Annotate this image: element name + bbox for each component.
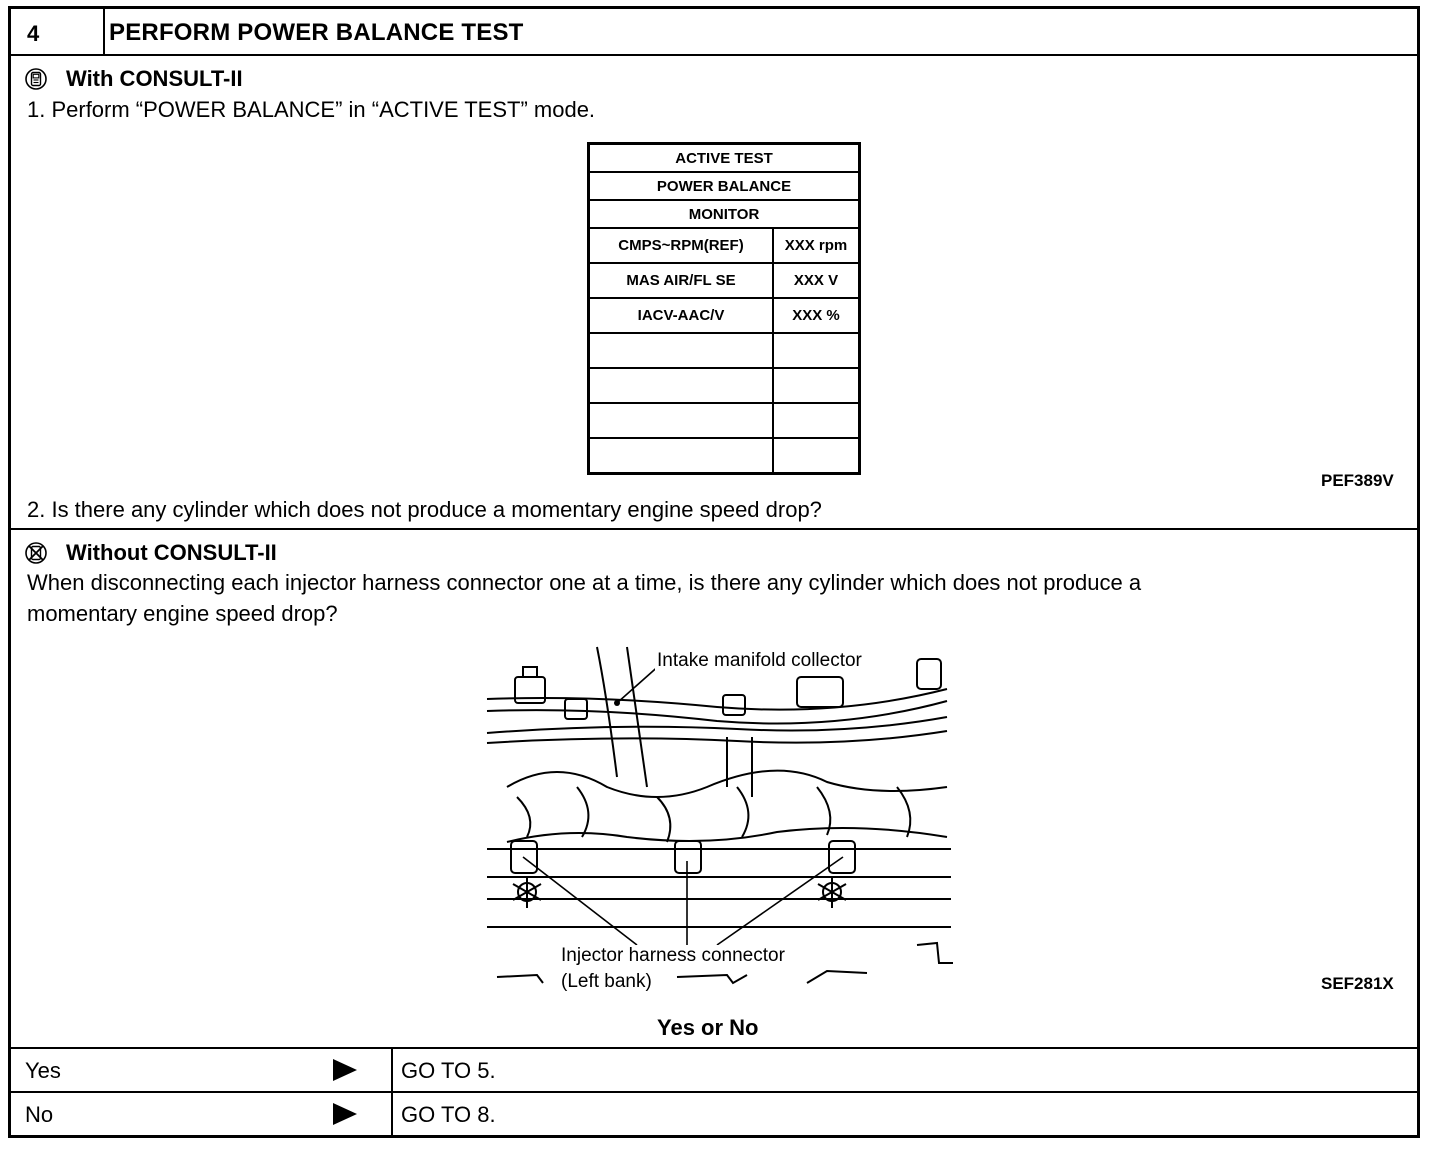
- leader-dot: [614, 700, 620, 706]
- monitor-item: MAS AIR/FL SE: [589, 263, 774, 298]
- table-row: [589, 228, 860, 263]
- engine-injector-illustration: [477, 637, 961, 987]
- monitor-value: XXX rpm: [773, 228, 860, 263]
- with-consult-heading: With CONSULT-II: [66, 66, 243, 91]
- arrow-right-icon: [333, 1103, 357, 1125]
- answer-divider: [391, 1049, 393, 1091]
- arrow-right-icon: [333, 1059, 357, 1081]
- monitor-item: [589, 438, 774, 474]
- table-row: [589, 333, 860, 368]
- power-balance-subtitle: POWER BALANCE: [589, 172, 860, 200]
- header-divider: [103, 9, 105, 54]
- step-number: 4: [27, 21, 40, 46]
- monitor-value: [773, 403, 860, 438]
- label-left-bank: (Left bank): [561, 971, 652, 992]
- label-intake-manifold-collector: Intake manifold collector: [657, 650, 862, 671]
- label-injector-harness-connector: Injector harness connector: [561, 945, 785, 966]
- figure-code-pef389v: PEF389V: [1321, 471, 1394, 490]
- section-rule: [11, 528, 1417, 530]
- monitor-item: [589, 403, 774, 438]
- monitor-value: XXX V: [773, 263, 860, 298]
- answer-no-action: GO TO 8.: [401, 1102, 496, 1127]
- without-consult-heading: Without CONSULT-II: [66, 540, 277, 565]
- step2-text: 2. Is there any cylinder which does not produce a momentary engine speed drop?: [27, 497, 822, 522]
- answer-yes-label: Yes: [25, 1058, 61, 1083]
- procedure-frame: [8, 6, 1420, 1138]
- monitor-value: [773, 368, 860, 403]
- no-consult-icon: [25, 542, 47, 564]
- answer-no-label: No: [25, 1102, 54, 1127]
- table-row: [589, 263, 860, 298]
- consult-tester-icon: [25, 68, 47, 90]
- without-consult-text-2: momentary engine speed drop?: [27, 601, 338, 626]
- answer-row-yes: [11, 1047, 1417, 1091]
- monitor-value: [773, 333, 860, 368]
- step-title: PERFORM POWER BALANCE TEST: [109, 19, 524, 46]
- yes-or-no-question: Yes or No: [657, 1015, 759, 1040]
- monitor-item: CMPS~RPM(REF): [589, 228, 774, 263]
- active-test-screen: [587, 142, 861, 475]
- answer-row-no: [11, 1091, 1417, 1135]
- table-row: [589, 438, 860, 474]
- answer-yes-action: GO TO 5.: [401, 1058, 496, 1083]
- monitor-value: [773, 438, 860, 474]
- active-test-title: ACTIVE TEST: [589, 144, 860, 173]
- table-row: [589, 403, 860, 438]
- header-rule: [11, 54, 1417, 56]
- monitor-value: XXX %: [773, 298, 860, 333]
- monitor-item: [589, 368, 774, 403]
- figure-code-sef281x: SEF281X: [1321, 974, 1394, 993]
- monitor-label: MONITOR: [589, 200, 860, 228]
- without-consult-text-1: When disconnecting each injector harness connector one at a time, is there any cylinder which does not produce a: [27, 570, 1142, 595]
- answer-divider: [391, 1093, 393, 1135]
- table-row: [589, 298, 860, 333]
- table-row: [589, 368, 860, 403]
- monitor-item: [589, 333, 774, 368]
- step1-text: 1. Perform “POWER BALANCE” in “ACTIVE TEST” mode.: [27, 97, 596, 122]
- monitor-item: IACV-AAC/V: [589, 298, 774, 333]
